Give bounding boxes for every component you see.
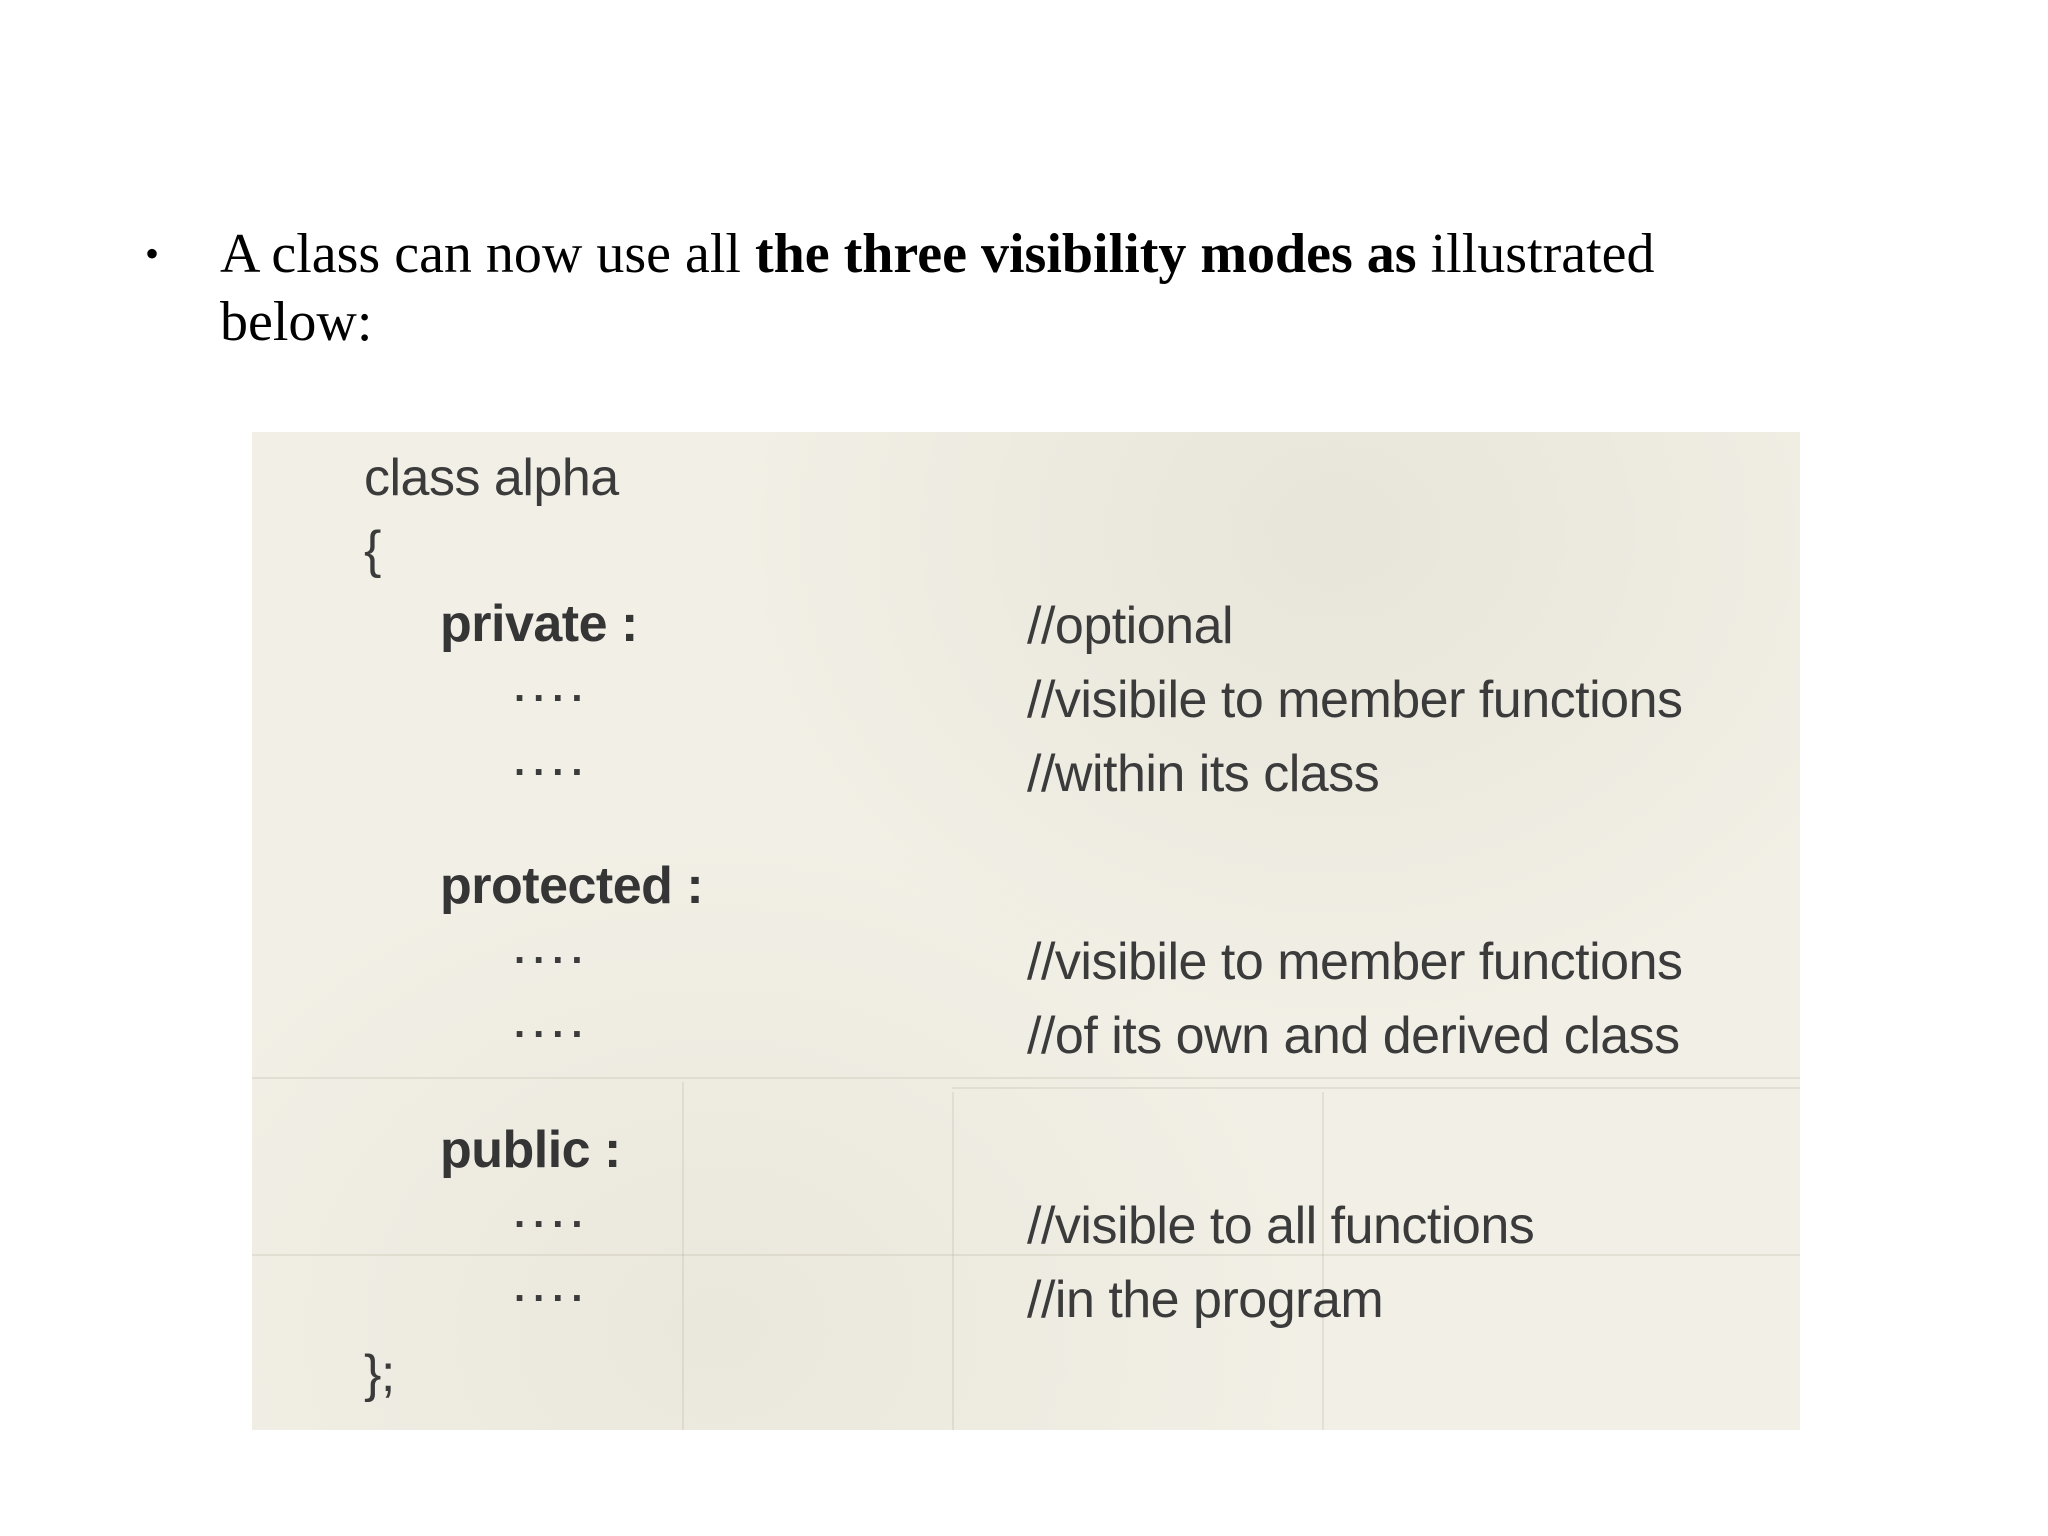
bullet-text-bold: the three visibility modes as (754, 223, 1417, 285)
code-placeholder: .... (514, 666, 591, 710)
comment-line: //visibile to member functions (1027, 671, 1683, 729)
comment-line: //visibile to member functions (1027, 933, 1683, 991)
bullet-text-end: illustrated below: (220, 223, 1655, 353)
bullet-dot: • (145, 231, 160, 276)
bleed-line (252, 1077, 1800, 1079)
bullet-text-start: A class can now use all (220, 223, 755, 285)
bullet-point (145, 220, 1785, 356)
bleed-line (952, 1092, 954, 1430)
bullet-text (220, 220, 1785, 356)
comment-line: //within its class (1027, 745, 1380, 803)
bleed-line (952, 1087, 1800, 1089)
comment-line: //in the program (1027, 1271, 1384, 1329)
code-placeholder: .... (514, 740, 591, 784)
protected-keyword: protected : (440, 857, 704, 915)
code-placeholder: .... (514, 1002, 591, 1046)
comment-line: //visible to all functions (1027, 1197, 1535, 1255)
code-placeholder: .... (514, 1192, 591, 1236)
bleed-line (252, 1254, 1800, 1256)
private-keyword: private : (440, 595, 638, 653)
public-keyword: public : (440, 1121, 621, 1179)
open-brace: { (364, 521, 381, 579)
comment-line: //of its own and derived class (1027, 1007, 1680, 1065)
code-scan-image (252, 432, 1800, 1430)
class-declaration: class alpha (364, 449, 619, 507)
bleed-line (1322, 1092, 1324, 1430)
code-placeholder: .... (514, 928, 591, 972)
code-placeholder: .... (514, 1266, 591, 1310)
bleed-line (682, 1082, 684, 1430)
close-brace: }; (364, 1345, 395, 1403)
comment-line: //optional (1027, 597, 1234, 655)
